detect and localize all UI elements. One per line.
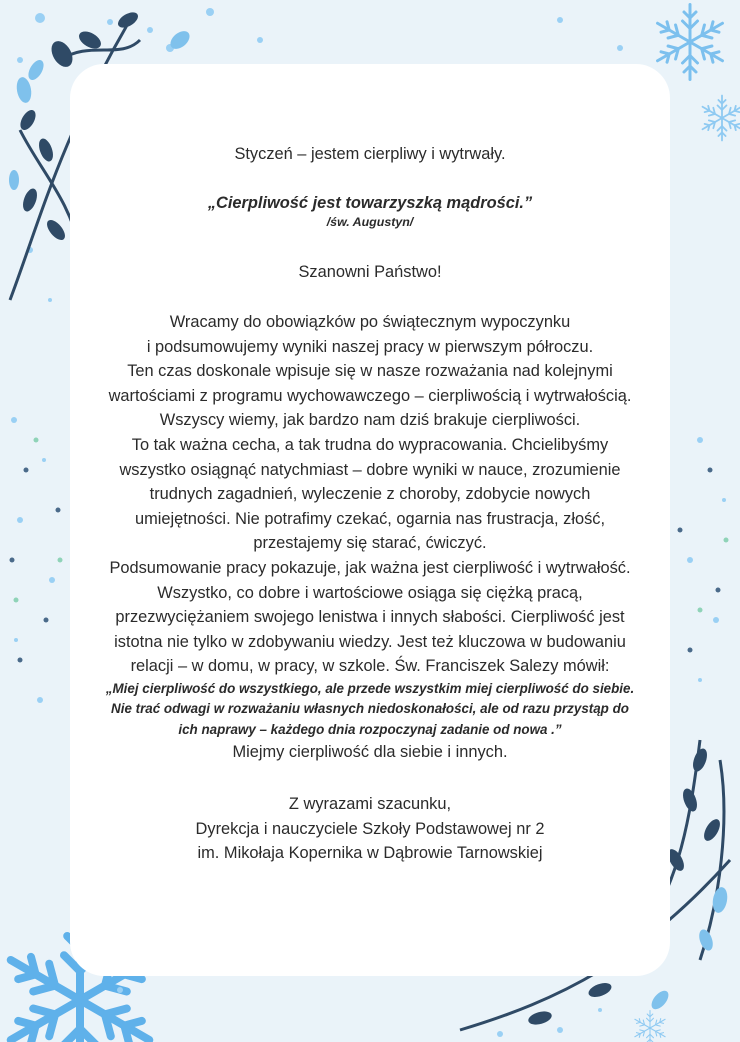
body-line: i podsumowujemy wyniki naszej pracy w pierwszym półroczu. — [146, 337, 594, 356]
body-line: Wszyscy wiemy, jak bardzo nam dziś brakuje cierpliwości. — [159, 411, 581, 430]
greeting: Szanowni Państwo! — [298, 263, 442, 281]
body-line: relacji – w domu, w pracy, w szkole. Św. Franciszek Salezy mówił: — [130, 657, 610, 676]
quote-author: /św. Augustyn/ — [326, 215, 414, 229]
body-line: To tak ważna cecha, a tak trudna do wypracowania. Chcielibyśmy — [131, 435, 609, 454]
snowflake-icon — [700, 96, 740, 141]
francis-quote-line: ich naprawy – każdego dnia rozpoczynaj zadanie od nowa .” — [178, 721, 562, 737]
body-line: Wracamy do obowiązków po świątecznym wypoczynku — [169, 313, 571, 331]
snowflake-icon — [654, 5, 726, 80]
signature — [40, 792, 700, 866]
body-line: Podsumowanie pracy pokazuje, jak ważna jest cierpliwość i wytrwałość. — [109, 558, 631, 577]
body-line: wartościami z programu wychowawczego – cierpliwością i wytrwałością. — [108, 386, 632, 405]
body-line: istotna nie tylko w zdobywaniu wiedzy. Jest też kluczowa w budowaniu — [114, 632, 626, 651]
body-line: trudnych zagadnień, wyleczenie z choroby, zdobycie nowych — [149, 485, 591, 504]
body-line: umiejętności. Nie potrafimy czekać, ogarnia nas frustracja, złość, — [134, 509, 606, 528]
snowflake-icon — [633, 1011, 667, 1042]
body-line: wszystko osiągnąć natychmiast – dobre wyniki w nauce, zrozumienie — [119, 460, 621, 479]
francis-quote-line: Nie trać odwagi w rozważaniu własnych niedoskonałości, ale od razu przystąp do — [111, 701, 629, 717]
signature-line: Dyrekcja i nauczyciele Szkoły Podstawowej nr 2 — [195, 819, 545, 838]
body-line: przestajemy się starać, ćwiczyć. — [253, 534, 487, 553]
francis-quote-line: „Miej cierpliwość do wszystkiego, ale przede wszystkim miej cierpliwość do siebie. — [105, 680, 635, 696]
signature-line: im. Mikołaja Kopernika w Dąbrowie Tarnowskiej — [197, 844, 543, 863]
quote-text: „Cierpliwość jest towarzyszką mądrości.” — [207, 194, 533, 212]
body-line: Ten czas doskonale wpisuje się w nasze rozważania nad kolejnymi — [127, 362, 613, 381]
body-line: Wszystko, co dobre i wartościowe osiąga się ciężką pracą, — [157, 583, 583, 602]
opening-quote — [40, 192, 700, 230]
letter-body — [40, 310, 700, 765]
signature-line: Z wyrazami szacunku, — [288, 795, 452, 813]
body-line: przezwyciężaniem swojego lenistwa i innych słabości. Cierpliwość jest — [115, 608, 625, 627]
closing-line: Miejmy cierpliwość dla siebie i innych. — [232, 743, 508, 762]
letter-heading: Styczeń – jestem cierpliwy i wytrwały. — [234, 145, 506, 163]
